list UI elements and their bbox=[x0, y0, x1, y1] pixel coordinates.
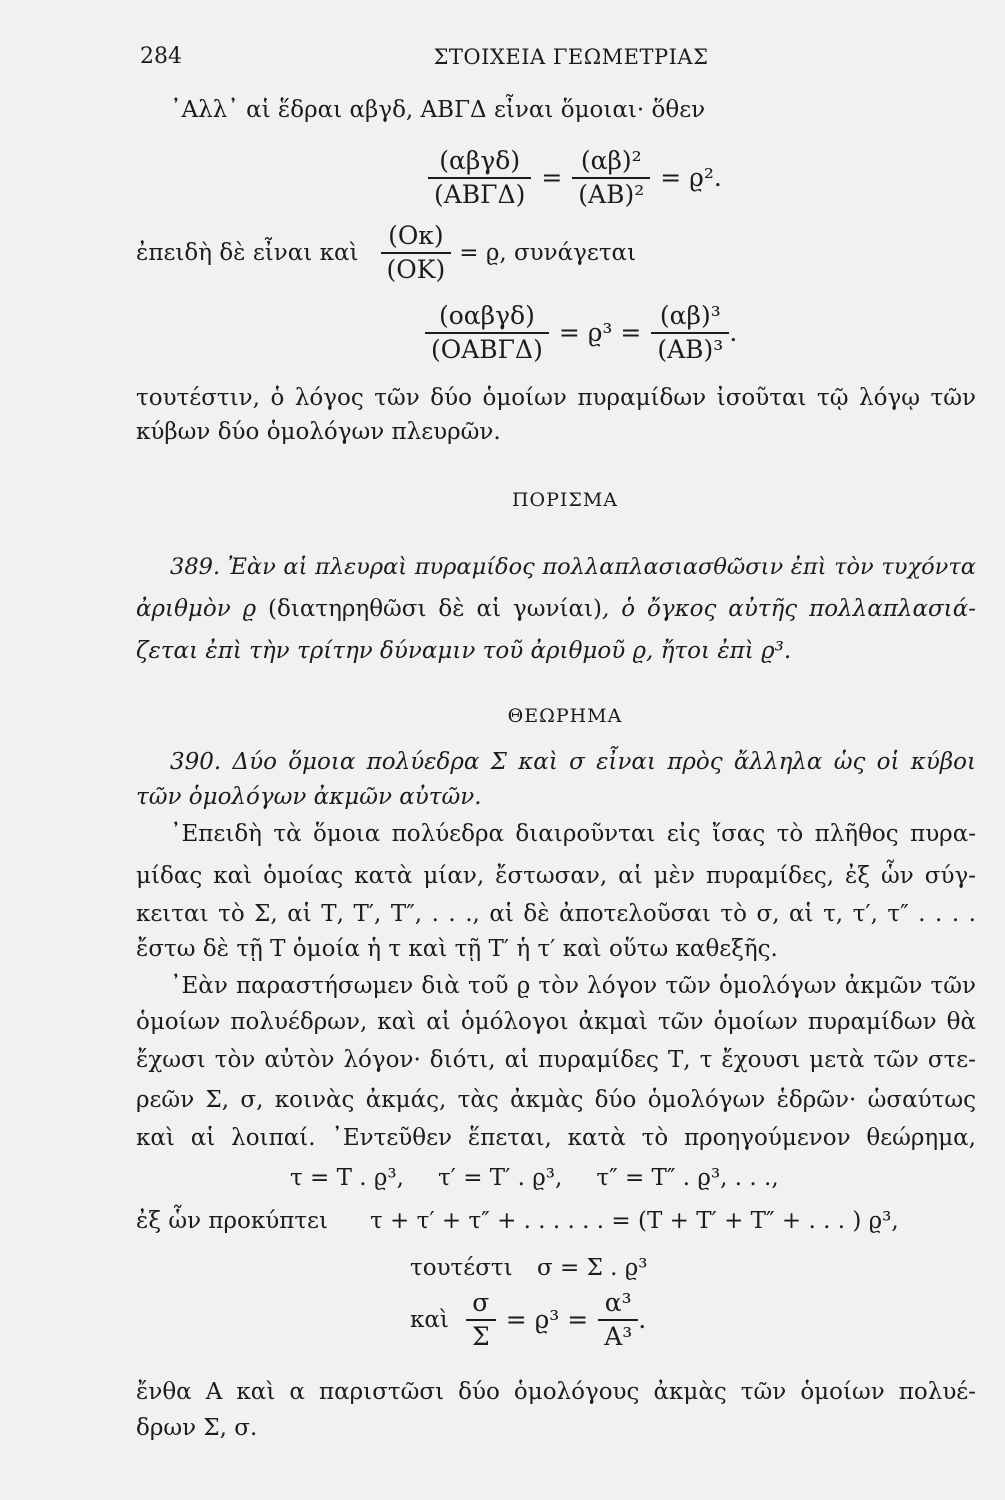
equation-heights-ratio bbox=[136, 221, 636, 285]
text-line: ζεται ἐπὶ τὴν τρίτην δύναμιν τοῦ ἀριθμοῦ ϱ, ἤτοι ἐπὶ ϱ³. bbox=[136, 638, 792, 664]
denominator: (ΟΑΒΓΔ) bbox=[431, 335, 543, 364]
text-line: 390. Δύο ὅμοια πολύεδρα Σ καὶ σ εἶναι πρὸς ἄλληλα ὡς οἱ κύβοι bbox=[170, 749, 976, 775]
numerator: (αβ)² bbox=[580, 146, 642, 175]
text-line: ἔνθα Α καὶ α παριστῶσι δύο ὁμολόγους ἀκμὰς τῶν ὁμοίων πολυέ- bbox=[136, 1379, 976, 1405]
text-segment: (διατηρηθῶσι δὲ αἱ γωνίαι) bbox=[268, 596, 603, 622]
equation-hence-line bbox=[410, 1253, 648, 1283]
text-segment: ἀριθμὸν ϱ bbox=[136, 596, 269, 622]
corollary-heading: ΠΟΡΙΣΜΑ bbox=[511, 489, 619, 511]
fraction bbox=[572, 146, 650, 210]
text-line bbox=[136, 594, 976, 624]
fraction bbox=[428, 146, 531, 210]
equation-faces-ratio bbox=[428, 146, 732, 210]
equation-lead-text: ἐξ ὧν προκύπτει bbox=[136, 1208, 328, 1234]
equation-term: τ′ = Τ′ . ϱ³, bbox=[437, 1165, 563, 1191]
denominator: (ΑΒ)³ bbox=[657, 335, 724, 364]
equation-tau-list bbox=[290, 1163, 779, 1193]
fraction bbox=[466, 1288, 496, 1352]
equation-tail: . bbox=[638, 1305, 647, 1334]
text-line: ᾿Εὰν παραστήσωμεν διὰ τοῦ ϱ τὸν λόγον τῶν ὁμολόγων ἀκμῶν τῶν bbox=[170, 973, 976, 999]
text-line: δρων Σ, σ. bbox=[136, 1415, 258, 1441]
denominator: Σ bbox=[472, 1322, 490, 1351]
text-line: καὶ αἱ λοιπαί. ᾿Εντεῦθεν ἕπεται, κατὰ τὸ προηγούμενον θεώρημα, bbox=[136, 1125, 976, 1151]
equation-expression: σ = Σ . ϱ³ bbox=[537, 1255, 648, 1281]
equation-tail: . bbox=[729, 318, 738, 347]
numerator: (αβγδ) bbox=[439, 146, 521, 175]
text-line: 389. Ἐὰν αἱ πλευραὶ πυραμίδος πολλαπλασιασθῶσιν ἐπὶ τὸν τυχόντα bbox=[170, 554, 976, 580]
text-line: μίδας καὶ ὁμοίας κατὰ μίαν, ἔστωσαν, αἱ μὲν πυραμίδες, ἐξ ὧν σύγ- bbox=[136, 863, 976, 889]
fraction bbox=[598, 1288, 638, 1352]
intro-line: ᾿Αλλ᾿ αἱ ἕδραι αβγδ, ΑΒΓΔ εἶναι ὅμοιαι· ὅθεν bbox=[170, 97, 706, 123]
text-line: ὁμοίων πολυέδρων, καὶ αἱ ὁμόλογοι ἀκμαὶ τῶν ὁμοίων πυραμίδων θὰ bbox=[136, 1009, 976, 1035]
text-line: τουτέστιν, ὁ λόγος τῶν δύο ὁμοίων πυραμίδων ἰσοῦται τῷ λόγῳ τῶν bbox=[136, 385, 976, 411]
equation-middle: = ϱ³ = bbox=[505, 1305, 589, 1334]
equation-sum-line bbox=[136, 1206, 899, 1236]
text-line: κύβων δύο ὁμολόγων πλευρῶν. bbox=[136, 419, 501, 445]
denominator: (ΑΒ)² bbox=[578, 180, 645, 209]
equation-lead-text: τουτέστι bbox=[410, 1255, 513, 1281]
fraction bbox=[651, 301, 729, 365]
numerator: σ bbox=[472, 1288, 490, 1317]
text-line: ἔχωσι τὸν αὐτὸν λόγον· διότι, αἱ πυραμίδες Τ, τ ἔχουσι μετὰ τῶν στε- bbox=[136, 1047, 976, 1073]
denominator: Α³ bbox=[604, 1322, 633, 1351]
equals-sign: = bbox=[541, 163, 563, 192]
numerator: α³ bbox=[604, 1288, 632, 1317]
theorem-heading: ΘΕΩΡΗΜΑ bbox=[507, 705, 623, 727]
equation-lead-text: καὶ bbox=[410, 1307, 449, 1333]
equation-term: τ″ = Τ″ . ϱ³, . . ., bbox=[596, 1165, 779, 1191]
fraction bbox=[381, 221, 452, 285]
equation-volumes-ratio bbox=[425, 301, 737, 365]
text-line: ρεῶν Σ, σ, κοινὰς ἀκμάς, τὰς ἀκμὰς δύο ὁμολόγων ἑδρῶν· ὡσαύτως bbox=[136, 1087, 976, 1113]
numerator: (Οκ) bbox=[388, 221, 444, 250]
equation-lead-text: ἐπειδὴ δὲ εἶναι καὶ bbox=[136, 240, 359, 266]
running-title: ΣΤΟΙΧΕΙΑ ΓΕΩΜΕΤΡΙΑΣ bbox=[433, 45, 709, 69]
equation-term: τ = Τ . ϱ³, bbox=[290, 1165, 404, 1191]
page-number: 284 bbox=[140, 44, 182, 69]
text-line: τῶν ὁμολόγων ἀκμῶν αὐτῶν. bbox=[136, 784, 482, 810]
text-line: ἔστω δὲ τῇ Τ ὁμοία ἡ τ καὶ τῇ Τ′ ἡ τ′ καὶ οὕτω καθεξῆς. bbox=[136, 936, 778, 962]
equation-tail: = ϱ². bbox=[660, 163, 722, 192]
denominator: (ΟΚ) bbox=[386, 255, 446, 284]
denominator: (ΑΒΓΔ) bbox=[434, 180, 526, 209]
text-line: κειται τὸ Σ, αἱ Τ, Τ′, Τ″, . . ., αἱ δὲ ἀποτελοῦσαι τὸ σ, αἱ τ, τ′, τ″ . . . . bbox=[136, 901, 976, 927]
fraction bbox=[425, 301, 549, 365]
equation-final-ratio bbox=[410, 1288, 646, 1352]
numerator: (αβ)³ bbox=[659, 301, 721, 330]
equation-expression: τ + τ′ + τ″ + . . . . . . = (Τ + Τ′ + Τ″ + . . . ) ϱ³, bbox=[370, 1208, 899, 1234]
equation-tail: = ϱ, συνάγεται bbox=[459, 240, 637, 266]
text-line: ᾿Επειδὴ τὰ ὅμοια πολύεδρα διαιροῦνται εἰς ἴσας τὸ πλῆθος πυρα- bbox=[170, 821, 976, 847]
equation-middle: = ϱ³ = bbox=[558, 318, 642, 347]
text-segment: , ὁ ὄγκος αὐτῆς πολλαπλασιά- bbox=[602, 596, 976, 622]
numerator: (οαβγδ) bbox=[438, 301, 535, 330]
